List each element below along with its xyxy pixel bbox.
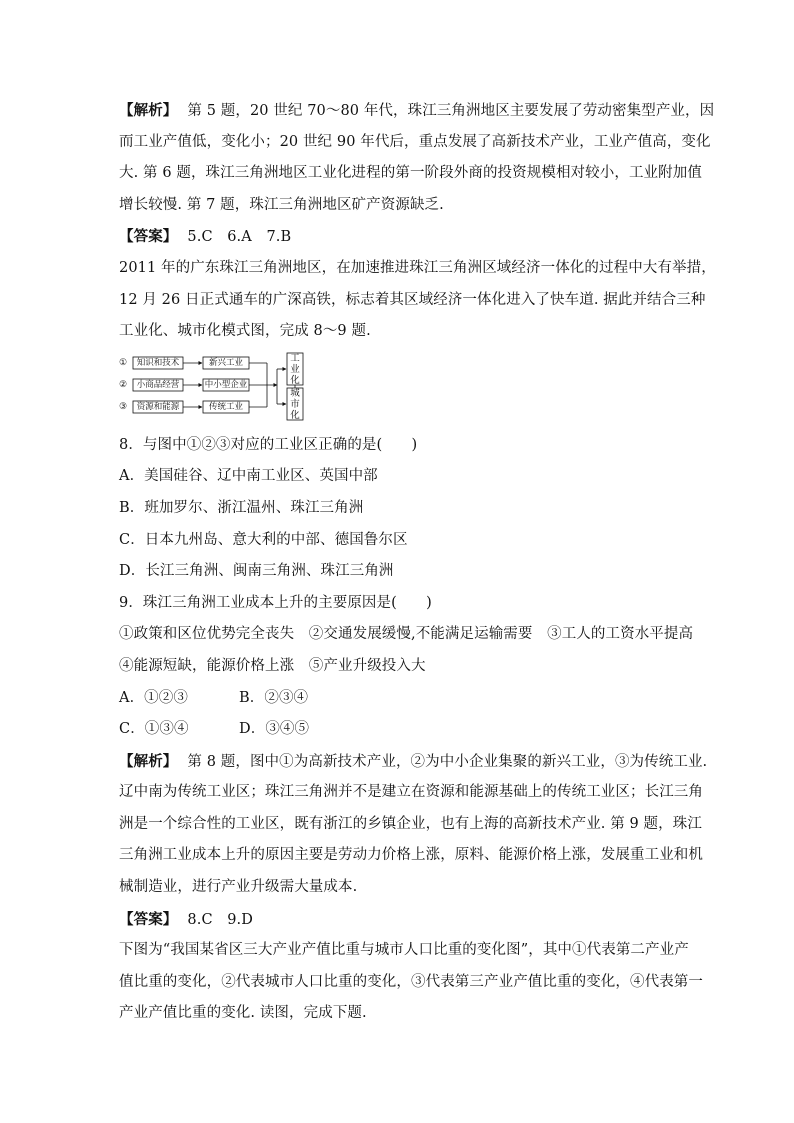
diagram-industry-3: 传统工业 <box>208 401 243 412</box>
analysis-2-line-5: 械制造业，进行产业升级需大量成本. <box>119 879 358 896</box>
intro-2-line-3: 工业化、城市化模式图，完成 8～9 题. <box>119 323 371 340</box>
intro-3-line-3: 产业产值比重的变化. 读图，完成下题. <box>119 1005 367 1022</box>
analysis-1-line-3: 大. 第 6 题，珠江三角洲地区工业化进程的第一阶段外商的投资规模相对较小，工业附加值 <box>119 165 702 182</box>
question-9-options-ab <box>119 683 679 715</box>
diagram-source-3: 资源和能源 <box>136 401 180 412</box>
question-9-items-line-2: ④能源短缺，能源价格上涨 ⑤产业升级投入大 <box>119 657 426 674</box>
question-9-option-b: B．②③④ <box>239 689 309 706</box>
diagram-output-industrialization: 工业化 <box>290 352 300 386</box>
analysis-2-line-1: 【解析】 第 8 题，图中①为高新技术产业，②为中小企业集聚的新兴工业，③为传统工业. <box>119 752 708 770</box>
diagram-source-1: 知识和技术 <box>136 357 180 368</box>
question-9-items-line-1: ①政策和区位优势完全丧失 ②交通发展缓慢,不能满足运输需要 ③工人的工资水平提高 <box>119 626 694 643</box>
analysis-1-line-4: 增长较慢. 第 7 题，珠江三角洲地区矿产资源缺乏. <box>119 196 444 213</box>
diagram-industry-2: 中小型企业 <box>204 379 248 390</box>
question-9-option-d: D．③④⑤ <box>239 721 310 738</box>
document-page <box>119 95 716 1030</box>
intro-2-line-2: 12 月 26 日正式通车的广深高铁，标志着其区域经济一体化进入了快车道. 据此并结合三种 <box>119 291 706 308</box>
analysis-2-line-3: 洲是一个综合性的工业区，既有浙江的乡镇企业，也有上海的高新技术产业. 第 9 题，珠江 <box>119 815 702 832</box>
intro-3-line-2: 值比重的变化，②代表城市人口比重的变化，③代表第三产业产值比重的变化，④代表第一 <box>119 973 703 990</box>
analysis-2-line-4: 三角洲工业成本上升的原因主要是劳动力价格上涨，原料、能源价格上涨，发展重工业和机 <box>119 847 703 864</box>
diagram-row-1-number: ① <box>119 357 128 368</box>
analysis-2-line-2: 辽中南为传统工业区；珠江三角洲并不是建立在资源和能源基础上的传统工业区；长江三角 <box>119 784 703 801</box>
intro-2-line-1: 2011 年的广东珠江三角洲地区，在加速推进珠江三角洲区域经济一体化的过程中大有举措， <box>119 259 716 276</box>
industrialization-model-diagram <box>119 352 319 422</box>
diagram-row-3-number: ③ <box>119 401 128 412</box>
question-8-option-d: D．长江三角洲、闽南三角洲、珠江三角洲 <box>119 563 394 580</box>
analysis-tag: 【解析】 <box>119 102 178 119</box>
intro-3-line-1: 下图为“我国某省区三大产业产值比重与城市人口比重的变化图”，其中①代表第二产业产 <box>119 942 689 959</box>
analysis-1-line-1: 【解析】 第 5 题，20 世纪 70～80 年代，珠江三角洲地区主要发展了劳动密集型产业，因 <box>119 102 715 119</box>
diagram-source-2: 小商品经营 <box>136 379 180 390</box>
answer-1: 【答案】 5.C 6.A 7.B <box>119 228 292 246</box>
answer-2: 【答案】 8.C 9.D <box>119 910 253 928</box>
question-8-option-a: A．美国硅谷、辽中南工业区、英国中部 <box>119 468 378 485</box>
diagram-row-2-number: ② <box>119 379 128 390</box>
analysis-1-line-2: 而工业产值低，变化小；20 世纪 90 年代后，重点发展了高新技术产业，工业产值高，变化 <box>119 133 711 150</box>
answer-tag: 【答案】 <box>119 910 178 928</box>
question-8-option-c: C．日本九州岛、意大利的中部、德国鲁尔区 <box>119 531 408 548</box>
answer-tag: 【答案】 <box>119 228 178 246</box>
analysis-tag: 【解析】 <box>119 752 178 770</box>
question-8-stem: 8．与图中①②③对应的工业区正确的是( ) <box>119 436 418 453</box>
question-9-stem: 9．珠江三角洲工业成本上升的主要原因是( ) <box>119 594 432 611</box>
question-9-option-c: C．①③④ <box>119 721 189 738</box>
question-9-option-a: A．①②③ <box>119 689 188 706</box>
question-8-option-b: B．班加罗尔、浙江温州、珠江三角洲 <box>119 499 364 516</box>
question-9-options-cd <box>119 714 679 746</box>
diagram-output-urbanization: 城市化 <box>290 387 300 421</box>
diagram-industry-1: 新兴工业 <box>208 357 243 368</box>
